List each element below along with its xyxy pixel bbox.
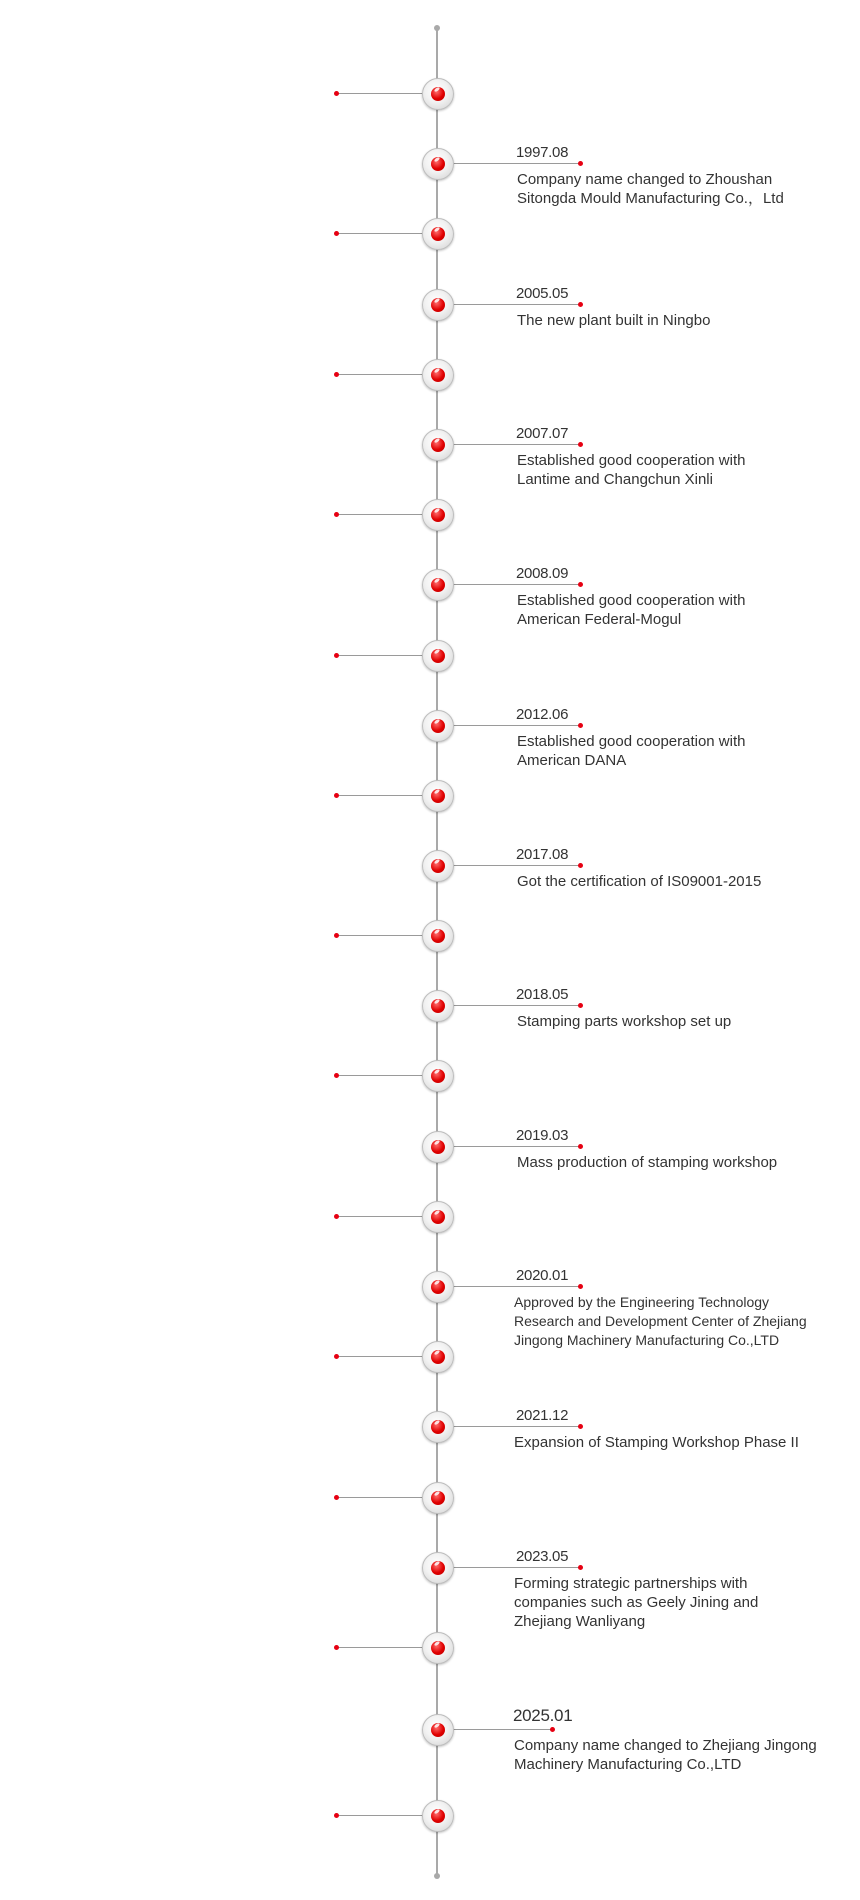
milestone-node xyxy=(422,218,454,250)
timeline-axis-start xyxy=(434,25,440,31)
connector-dot xyxy=(334,372,339,377)
description-line: American Federal-Mogul xyxy=(517,611,682,628)
milestone-description xyxy=(517,1012,857,1031)
milestone-date: 2020.01 xyxy=(516,1267,569,1284)
milestone-node xyxy=(422,499,454,531)
connector-line xyxy=(452,1286,580,1287)
description-line: Machinery Manufacturing Co.,LTD xyxy=(514,1756,742,1773)
connector-line xyxy=(452,444,580,445)
connector-line xyxy=(452,1146,580,1147)
milestone-date: 2019.03 xyxy=(516,1127,569,1144)
description-line: Research and Development Center of Zhejiang xyxy=(514,1313,807,1329)
description-line: Forming strategic partnerships with xyxy=(514,1575,748,1592)
connector-dot xyxy=(334,512,339,517)
connector-dot xyxy=(334,1073,339,1078)
connector-dot xyxy=(578,723,583,728)
connector-line xyxy=(336,514,422,515)
milestone-node xyxy=(422,1411,454,1443)
milestone-node xyxy=(422,990,454,1022)
connector-line xyxy=(336,795,422,796)
description-line: Established good cooperation with xyxy=(517,733,746,750)
connector-dot xyxy=(578,582,583,587)
connector-line xyxy=(336,374,422,375)
connector-line xyxy=(336,1815,422,1816)
milestone-date: 2023.05 xyxy=(516,1548,569,1565)
milestone-node xyxy=(422,850,454,882)
milestone-date: 2018.05 xyxy=(516,986,569,1003)
connector-dot xyxy=(334,1214,339,1219)
connector-line xyxy=(336,1497,422,1498)
connector-dot xyxy=(334,1813,339,1818)
milestone-node xyxy=(422,569,454,601)
milestone-node xyxy=(422,920,454,952)
milestone-node xyxy=(422,148,454,180)
connector-dot xyxy=(578,1424,583,1429)
milestone-node xyxy=(422,710,454,742)
description-line: Lantime and Changchun Xinli xyxy=(517,471,713,488)
connector-dot xyxy=(578,1284,583,1289)
connector-dot xyxy=(550,1727,555,1732)
description-line: Mass production of stamping workshop xyxy=(517,1154,778,1171)
milestone-description xyxy=(514,1574,854,1631)
milestone-description xyxy=(517,872,857,891)
connector-dot xyxy=(334,1495,339,1500)
milestone-date: 2008.09 xyxy=(516,565,569,582)
connector-line xyxy=(336,1216,422,1217)
description-line: The new plant built in Ningbo xyxy=(517,312,711,329)
milestone-description xyxy=(517,451,857,489)
connector-line xyxy=(452,584,580,585)
description-line: Company name changed to Zhejiang Jingong xyxy=(514,1737,817,1754)
milestone-node xyxy=(422,1632,454,1664)
connector-line xyxy=(336,1647,422,1648)
connector-dot xyxy=(578,302,583,307)
connector-dot xyxy=(578,1565,583,1570)
milestone-node xyxy=(422,1482,454,1514)
milestone-node xyxy=(422,780,454,812)
milestone-node xyxy=(422,289,454,321)
connector-line xyxy=(336,655,422,656)
connector-dot xyxy=(578,442,583,447)
milestone-node xyxy=(422,429,454,461)
milestone-node xyxy=(422,1714,454,1746)
connector-line xyxy=(336,93,422,94)
milestone-node xyxy=(422,78,454,110)
connector-dot xyxy=(578,161,583,166)
description-line: Established good cooperation with xyxy=(517,592,746,609)
description-line: Jingong Machinery Manufacturing Co.,LTD xyxy=(514,1332,780,1348)
connector-line xyxy=(452,725,580,726)
connector-line xyxy=(452,304,580,305)
milestone-node xyxy=(422,640,454,672)
milestone-node xyxy=(422,1060,454,1092)
connector-dot xyxy=(334,1645,339,1650)
description-line: Got the certification of IS09001-2015 xyxy=(517,873,762,890)
description-line: Zhejiang Wanliyang xyxy=(514,1613,646,1630)
connector-dot xyxy=(334,933,339,938)
connector-dot xyxy=(334,653,339,658)
connector-line xyxy=(336,233,422,234)
connector-line xyxy=(452,1005,580,1006)
milestone-node xyxy=(422,1271,454,1303)
description-line: Stamping parts workshop set up xyxy=(517,1013,732,1030)
milestone-node xyxy=(422,1201,454,1233)
connector-line xyxy=(336,1356,422,1357)
timeline-axis-end xyxy=(434,1873,440,1879)
milestone-date: 2021.12 xyxy=(516,1407,569,1424)
milestone-description xyxy=(514,1433,854,1452)
description-line: Established good cooperation with xyxy=(517,452,746,469)
milestone-node xyxy=(422,1552,454,1584)
connector-dot xyxy=(334,231,339,236)
connector-dot xyxy=(578,1003,583,1008)
connector-dot xyxy=(334,91,339,96)
milestone-date: 1997.08 xyxy=(516,144,569,161)
milestone-description xyxy=(514,1293,854,1350)
milestone-node xyxy=(422,359,454,391)
milestone-date: 2007.07 xyxy=(516,425,569,442)
milestone-node xyxy=(422,1800,454,1832)
connector-dot xyxy=(578,863,583,868)
milestone-description xyxy=(517,591,857,629)
milestone-description xyxy=(517,1153,857,1172)
connector-line xyxy=(452,1729,552,1730)
description-line: Sitongda Mould Manufacturing Co.，Ltd xyxy=(517,190,784,207)
connector-line xyxy=(452,865,580,866)
description-line: Expansion of Stamping Workshop Phase II xyxy=(514,1434,799,1451)
connector-line xyxy=(336,935,422,936)
milestone-date: 2025.01 xyxy=(513,1706,573,1725)
connector-line xyxy=(452,1426,580,1427)
description-line: American DANA xyxy=(517,752,627,769)
milestone-description xyxy=(517,732,857,770)
connector-line xyxy=(452,1567,580,1568)
milestone-date: 2005.05 xyxy=(516,285,569,302)
connector-line xyxy=(336,1075,422,1076)
milestone-date: 2012.06 xyxy=(516,706,569,723)
milestone-node xyxy=(422,1131,454,1163)
description-line: Approved by the Engineering Technology xyxy=(514,1294,770,1310)
connector-dot xyxy=(334,793,339,798)
description-line: Company name changed to Zhoushan xyxy=(517,171,773,188)
milestone-date: 2017.08 xyxy=(516,846,569,863)
milestone-description xyxy=(517,170,857,208)
description-line: companies such as Geely Jining and xyxy=(514,1594,759,1611)
milestone-description xyxy=(517,311,857,330)
connector-dot xyxy=(334,1354,339,1359)
connector-line xyxy=(452,163,580,164)
connector-dot xyxy=(578,1144,583,1149)
milestone-node xyxy=(422,1341,454,1373)
milestone-description xyxy=(514,1736,854,1774)
